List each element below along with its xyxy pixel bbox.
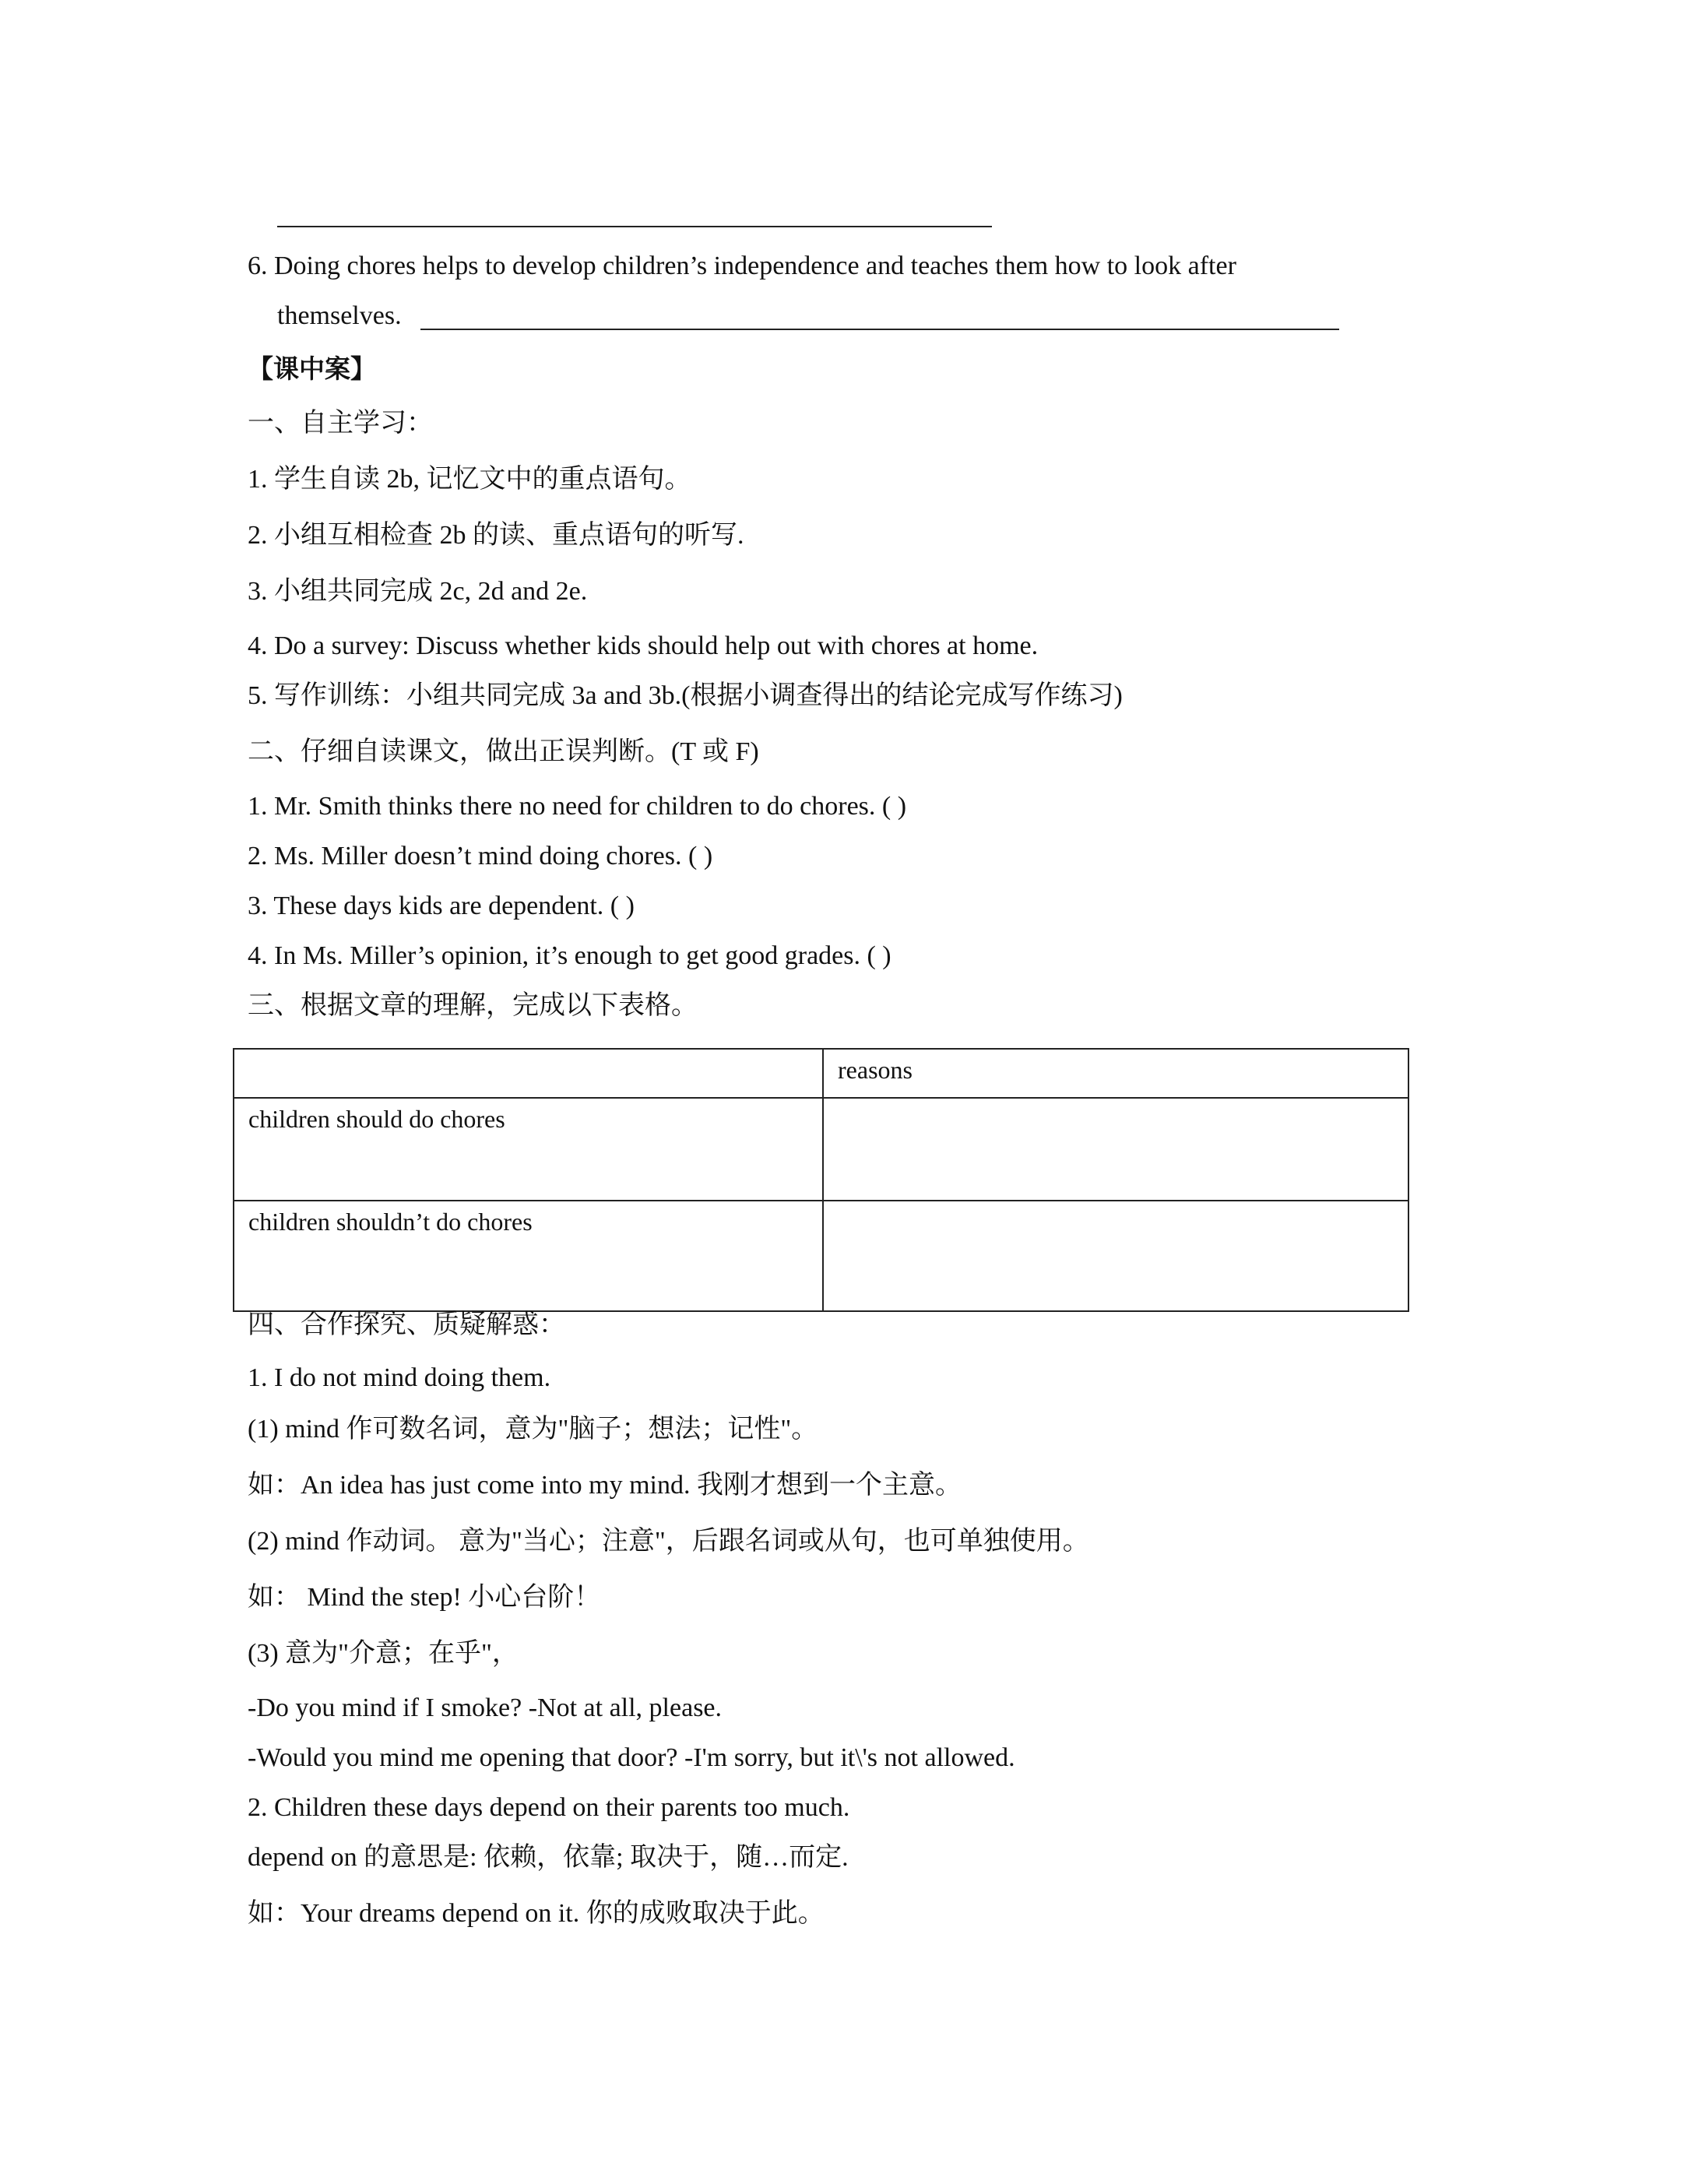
- table-row: [234, 1098, 1408, 1201]
- part1-item: 5. 写作训练：小组共同完成 3a and 3b.(根据小调查得出的结论完成写作练习): [248, 681, 1123, 710]
- part1-item: 4. Do a survey: Discuss whether kids should help out with chores at home.: [248, 631, 1039, 660]
- part4-line: depend on 的意思是: 依赖，依靠; 取决于，随…而定.: [248, 1843, 849, 1872]
- part4-line: 如： Mind the step! 小心台阶！: [248, 1583, 601, 1612]
- part2-item: 3. These days kids are dependent. ( ): [248, 892, 635, 920]
- part1-title: 一、自主学习：: [248, 409, 433, 438]
- part2-item: 4. In Ms. Miller’s opinion, it’s enough to get good grades. ( ): [248, 941, 891, 970]
- part4-line: 1. I do not mind doing them.: [248, 1363, 551, 1392]
- part4-line: 如：An idea has just come into my mind. 我刚才想到一个主意。: [248, 1471, 962, 1500]
- table-cell: children shouldn’t do chores: [234, 1201, 823, 1311]
- section-heading: 【课中案】: [248, 353, 376, 384]
- table-header-cell: reasons: [823, 1049, 1408, 1098]
- question-6-line1: 6. Doing chores helps to develop children’s independence and teaches them how to look after: [248, 251, 1236, 280]
- part1-item: 3. 小组共同完成 2c, 2d and 2e.: [248, 577, 588, 606]
- part2-item: 2. Ms. Miller doesn’t mind doing chores. ( ): [248, 842, 713, 870]
- table-header-cell: [234, 1049, 823, 1098]
- part4-line: (2) mind 作动词。 意为"当心；注意"，后跟名词或从句，也可单独使用。: [248, 1527, 1089, 1556]
- question-6-line2: themselves.: [277, 301, 402, 330]
- answer-line-6: [420, 329, 1339, 330]
- part4-line: (3) 意为"介意；在乎"，: [248, 1639, 519, 1668]
- part1-item: 2. 小组互相检查 2b 的读、重点语句的听写.: [248, 521, 744, 550]
- answer-line-5: [277, 226, 992, 227]
- part1-item: 1. 学生自读 2b, 记忆文中的重点语句。: [248, 465, 691, 494]
- table-answer-cell[interactable]: [823, 1201, 1408, 1311]
- table-row: [234, 1201, 1408, 1311]
- part4-line: -Would you mind me opening that door? -I'm sorry, but it\'s not allowed.: [248, 1743, 1015, 1772]
- table-cell: children should do chores: [234, 1098, 823, 1201]
- part4-line: (1) mind 作可数名词，意为"脑子；想法；记性"。: [248, 1415, 818, 1444]
- table-answer-cell[interactable]: [823, 1098, 1408, 1201]
- part4-line: 如：Your dreams depend on it. 你的成败取决于此。: [248, 1899, 825, 1928]
- part2-title: 二、仔细自读课文，做出正误判断。(T 或 F): [248, 737, 759, 766]
- part4-line: 2. Children these days depend on their parents too much.: [248, 1793, 850, 1822]
- reasons-table: [233, 1048, 1409, 1312]
- part3-title: 三、根据文章的理解，完成以下表格。: [248, 991, 698, 1020]
- table-header-row: [234, 1049, 1408, 1098]
- part2-item: 1. Mr. Smith thinks there no need for children to do chores. ( ): [248, 792, 907, 821]
- part4-line: -Do you mind if I smoke? -Not at all, please.: [248, 1693, 723, 1722]
- part4-title: 四、合作探究、质疑解惑：: [248, 1310, 565, 1339]
